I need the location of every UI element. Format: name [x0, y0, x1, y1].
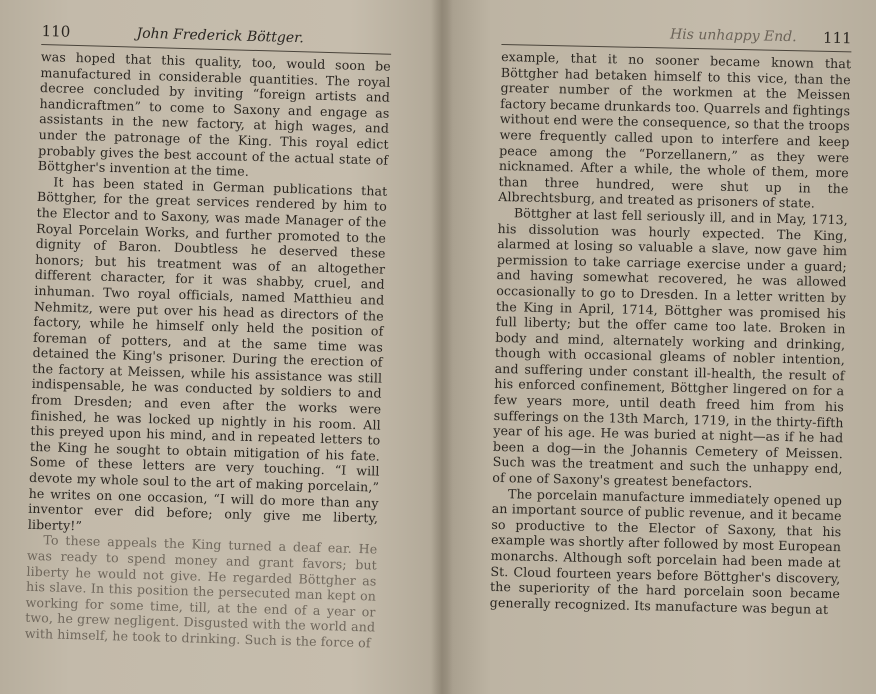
- left-running-title: John Frederick Böttger.: [136, 25, 304, 47]
- right-paragraph-2: Böttgher at last fell seriously ill, and in May, 1713, his dissolution was hourly expected. The King, alarmed at losing so valuable a slave, now gave him permission to take carriage exercise under a guard; and having somewhat recovered, he was allowed occasionally to go to Dresden. In a letter written by the King in April, 1714, Böttgher was promised his full liberty; but the offer came too late. Broken in body and mind, alternately working and drinking, though with occasional gleams of nobler intention, and suffering under constant ill-health, the result of his enforced confinement, Böttgher lingered on for a few years more, until death freed him from his sufferings on the 13th March, 1719, in the thirty-fifth year of his age. He was buried at night—as if he had been a dog—in the Johannis Cemetery of Meissen. Such was the treatment and such the unhappy end, of one of Saxony's greatest benefactors.: [492, 205, 849, 491]
- right-paragraph-3: The porcelain manufacture immediately opened up an important source of public revenue, and it became so productive to the Elector of Saxony, that his example was shortly after followed by most European monarchs. Although soft porcelain had been made at St. Cloud fourteen years before Böttgher's discovery, the superiority of the hard porcelain soon became generally recognized. Its manufacture was begun at: [489, 485, 843, 617]
- left-paragraph-1: was hoped that this quality, too, would soon be manufactured in considerable quantities. The royal decree concluded by inviting “foreign artists and handicraftmen” to come to Saxony and engage as assistants in the new factory, at high wages, and under the patronage of the King. This royal edict probably gives the best account of the actual state of Böttgher's invention at the time.: [37, 48, 391, 179]
- left-page: [25, 18, 392, 651]
- left-paragraph-3: To these appeals the King turned a deaf ear. He was ready to spend money and grant favors; but liberty he would not give. He regarded Böttgher as his slave. In this position the persecuted man kept on working for some time, till, at the end of a year or two, he grew negligent. Disgusted with the world and with himself, he took to drinking. Such is the force of: [24, 532, 378, 651]
- left-paragraph-2: It has been stated in German publications that Böttgher, for the great services rendered by him to the Elector and to Saxony, was made Manager of the Royal Porcelain Works, and further promoted to the dignity of Baron. Doubtless he deserved these honors; but his treatment was of an altogether different character, for it was shabby, cruel, and inhuman. Two royal officials, named Matthieu and Nehmitz, were put over his head as directors of the factory, while he himself only held the position of foreman of potters, and at the same time was detained the King's prisoner. During the erection of the factory at Meissen, while his assistance was still indispensable, he was conducted by soldiers to and from Dresden; and even after the works were finished, he was locked up nightly in his room. All this preyed upon his mind, and in repeated letters to the King he sought to obtain mitigation of his fate. Some of these letters are very touching. “I will devote my whole soul to the art of making porcelain,” he writes on one occasion, “I will do more than any inventor ever did before; only give me liberty, liberty!”: [27, 174, 388, 534]
- right-page-number: 111: [822, 28, 852, 48]
- book-gutter: [431, 0, 453, 694]
- right-page-body: [490, 49, 852, 618]
- left-page-body: [25, 49, 391, 651]
- left-page-number: 110: [41, 21, 71, 41]
- right-running-title: His unhappy End.: [669, 26, 797, 46]
- right-page: [490, 18, 852, 618]
- left-running-head: [41, 18, 392, 54]
- right-running-head: [501, 18, 851, 51]
- right-paragraph-1: example, that it no sooner became known that Böttgher had betaken himself to this vice, than the greater number of the workmen at the Meissen factory became drunkards too. Quarrels and fightings without end were the consequence, so that the troops were frequently called upon to interfere and keep peace among the “Porzellanern,” as they were nicknamed. After a while, the whole of them, more than three hundred, were shut up in the Albrechtsburg, and treated as prisoners of state.: [498, 48, 852, 211]
